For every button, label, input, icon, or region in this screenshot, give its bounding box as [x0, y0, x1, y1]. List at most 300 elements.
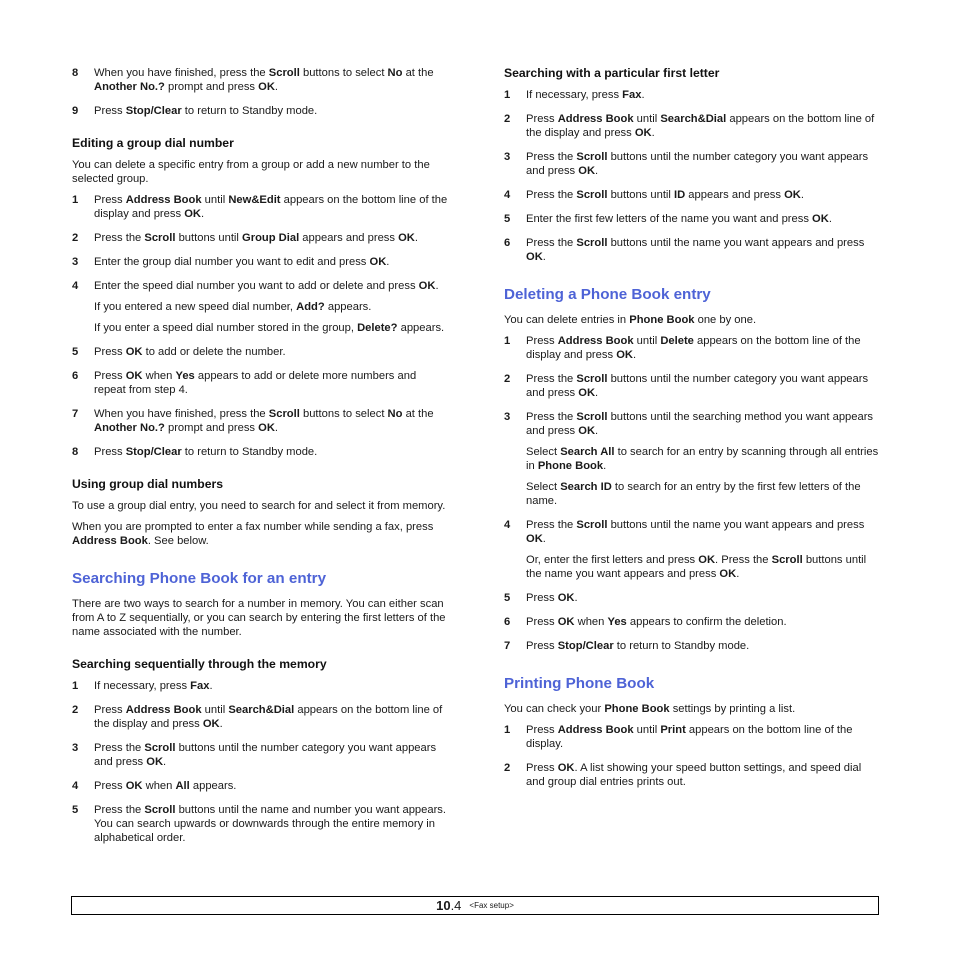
step-number: 4	[72, 780, 79, 792]
bold-term: OK	[146, 756, 164, 768]
page-number-minor: .4	[450, 898, 462, 913]
text-run: appears to add or delete more numbers and repeat from step 4.	[94, 370, 417, 396]
text-run: Select	[526, 481, 561, 493]
bold-term: New&Edit	[228, 194, 281, 206]
step-paragraph	[526, 372, 880, 400]
text-run: When you have finished, press the	[94, 408, 269, 420]
bold-term: Scroll	[576, 189, 608, 201]
bold-term: OK	[634, 127, 652, 139]
bold-term: OK	[812, 213, 829, 225]
text-run: .	[200, 208, 205, 220]
step-number: 3	[504, 151, 511, 163]
text-run: buttons until the name you want appears and press	[607, 237, 865, 249]
bold-term: Address Book	[557, 113, 634, 125]
step-text	[94, 445, 448, 459]
step-paragraph	[94, 255, 448, 269]
bold-term: Address Book	[125, 704, 202, 716]
text-run: .	[632, 349, 637, 361]
text-run: Press the	[526, 237, 577, 249]
step-item	[72, 703, 448, 731]
step-number: 5	[504, 213, 511, 225]
step-item	[72, 231, 448, 245]
step-number: 4	[504, 519, 511, 531]
step-paragraph	[526, 150, 880, 178]
bold-term: No	[387, 67, 403, 79]
step-text	[94, 345, 448, 359]
text-run: buttons until the number category you want appears and press	[526, 373, 869, 399]
step-item	[504, 723, 880, 751]
step-paragraph	[94, 803, 448, 845]
step-text	[94, 703, 448, 731]
text-run: appears on the bottom line of the display.	[526, 724, 853, 750]
text-run: .	[386, 256, 390, 268]
bold-term: OK	[369, 256, 387, 268]
bold-term: OK	[578, 165, 596, 177]
text-run: buttons until the number category you want appears and press	[526, 151, 869, 177]
step-text	[94, 407, 448, 435]
step-paragraph	[526, 236, 880, 264]
bold-term: OK	[125, 780, 143, 792]
text-run: Enter the first few letters of the name you want and press	[526, 213, 813, 225]
step-paragraph	[526, 188, 880, 202]
text-run: .	[435, 280, 439, 292]
step-text	[526, 410, 880, 508]
text-run: Press	[526, 762, 558, 774]
step-paragraph	[94, 779, 448, 793]
text-run: one by one.	[694, 314, 757, 326]
step-text	[526, 236, 880, 264]
bold-term: Address Book	[557, 335, 634, 347]
text-run: .	[595, 165, 599, 177]
step-item	[504, 334, 880, 362]
right-column	[504, 66, 880, 799]
text-run: Press	[94, 446, 126, 458]
text-run: when	[142, 780, 176, 792]
bold-term: OK	[418, 280, 436, 292]
body-paragraph	[72, 499, 448, 513]
bold-term: OK	[578, 425, 596, 437]
step-number: 5	[72, 346, 79, 358]
step-item	[72, 104, 448, 118]
step-text	[94, 679, 448, 693]
step-number: 7	[504, 640, 511, 652]
bold-term: Search All	[560, 446, 615, 458]
step-paragraph	[526, 591, 880, 605]
text-run: buttons until	[175, 232, 243, 244]
step-paragraph	[94, 300, 448, 314]
text-run: at the	[402, 67, 434, 79]
text-run: buttons until the name you want appears and press	[607, 519, 865, 531]
bold-term: Yes	[175, 370, 195, 382]
bold-term: OK	[184, 208, 201, 220]
text-run: .	[574, 592, 578, 604]
text-run: buttons until the searching method you want appears and press	[526, 411, 874, 437]
bold-term: Stop/Clear	[125, 446, 182, 458]
text-run: Press	[526, 724, 558, 736]
text-run: prompt and press	[164, 81, 259, 93]
step-text	[94, 803, 448, 845]
text-run: buttons until the name and number you want appears. You can search upwards or downwards through the entire memory in alphabetical order.	[94, 804, 447, 844]
body-paragraph	[72, 158, 448, 186]
text-run: .	[603, 460, 607, 472]
step-text	[94, 66, 448, 94]
bold-term: Stop/Clear	[557, 640, 614, 652]
text-run: There are two ways to search for a number in memory. You can either scan from A to Z sequentially, or you can search by entering the first letters of the name associated with the number.	[72, 598, 446, 638]
text-run: Press	[94, 780, 126, 792]
text-run: to search for an entry by the first few letters of the name.	[526, 481, 861, 507]
text-run: appears.	[397, 322, 445, 334]
bold-term: OK	[258, 422, 275, 434]
page-footer	[71, 896, 879, 915]
step-item	[72, 803, 448, 845]
text-run: when	[142, 370, 176, 382]
text-run: .	[542, 533, 546, 545]
left-column	[72, 66, 448, 855]
step-item	[504, 410, 880, 508]
bold-term: Scroll	[576, 237, 608, 249]
text-run: Press the	[526, 189, 577, 201]
body-paragraph	[72, 520, 448, 548]
step-number: 1	[504, 335, 511, 347]
text-run: buttons to select	[299, 67, 388, 79]
bold-term: All	[175, 780, 190, 792]
text-run: appears to confirm the deletion.	[626, 616, 787, 628]
bold-term: OK	[557, 592, 575, 604]
step-number: 2	[504, 113, 511, 125]
step-number: 2	[72, 704, 79, 716]
step-paragraph	[94, 66, 448, 94]
bold-term: Scroll	[268, 67, 300, 79]
section-label: <Fax setup>	[469, 901, 514, 910]
bold-term: OK	[784, 189, 801, 201]
step-paragraph	[94, 445, 448, 459]
text-run: If you entered a new speed dial number,	[94, 301, 297, 313]
text-run: If necessary, press	[526, 89, 623, 101]
text-run: You can delete a specific entry from a group or add a new number to the selected group.	[72, 159, 430, 185]
step-item	[72, 407, 448, 435]
step-number: 4	[72, 280, 79, 292]
text-run: Press	[94, 346, 126, 358]
text-run: .	[414, 232, 418, 244]
step-number: 4	[504, 189, 511, 201]
step-paragraph	[526, 445, 880, 473]
text-run: to return to Standby mode.	[613, 640, 750, 652]
step-text	[526, 372, 880, 400]
text-run: to search for an entry by scanning through all entries in	[526, 446, 879, 472]
text-run: Press the	[94, 742, 145, 754]
step-paragraph	[526, 761, 880, 789]
section-heading: Deleting a Phone Book entry	[504, 286, 711, 303]
bold-term: Phone Book	[537, 460, 604, 472]
bold-term: Delete	[660, 335, 694, 347]
step-item	[72, 779, 448, 793]
text-run: Press	[526, 335, 558, 347]
text-run: buttons until the name you want appears and press	[526, 554, 867, 580]
text-run: appears and press	[685, 189, 785, 201]
text-run: Press the	[526, 373, 577, 385]
bold-term: Address Book	[557, 724, 634, 736]
bold-term: Fax	[622, 89, 642, 101]
bold-term: OK	[557, 616, 575, 628]
text-run: Press	[526, 113, 558, 125]
step-number: 3	[504, 411, 511, 423]
bold-term: Group Dial	[242, 232, 300, 244]
bold-term: Scroll	[576, 519, 608, 531]
step-number: 2	[504, 762, 511, 774]
text-run: when	[574, 616, 608, 628]
text-run: If necessary, press	[94, 680, 191, 692]
step-number: 5	[72, 804, 79, 816]
text-run: until	[633, 113, 661, 125]
step-text	[526, 615, 880, 629]
step-number: 6	[72, 370, 79, 382]
bold-term: Address Book	[125, 194, 202, 206]
step-number: 8	[72, 67, 79, 79]
step-item	[72, 741, 448, 769]
step-paragraph	[526, 639, 880, 653]
section-heading: Searching Phone Book for an entry	[72, 570, 327, 587]
text-run: .	[209, 680, 213, 692]
step-number: 8	[72, 446, 79, 458]
page-number-major: 10	[436, 898, 451, 913]
step-item	[504, 212, 880, 226]
text-run: .	[274, 81, 279, 93]
text-run: Press	[526, 592, 558, 604]
step-item	[504, 150, 880, 178]
bold-term: OK	[557, 762, 575, 774]
text-run: appears on the bottom line of the display and press	[526, 113, 875, 139]
text-run: appears.	[324, 301, 372, 313]
step-paragraph	[94, 703, 448, 731]
step-text	[526, 761, 880, 789]
text-run: at the	[402, 408, 434, 420]
body-paragraph	[72, 597, 448, 639]
bold-term: OK	[526, 533, 543, 545]
text-run: To use a group dial entry, you need to search for and select it from memory.	[72, 500, 446, 512]
step-paragraph	[94, 231, 448, 245]
text-run: buttons to select	[299, 408, 388, 420]
text-run: Enter the group dial number you want to edit and press	[94, 256, 370, 268]
text-run: .	[828, 213, 832, 225]
text-run: Press	[526, 640, 558, 652]
text-run: .	[274, 422, 279, 434]
text-run: to add or delete the number.	[142, 346, 286, 358]
step-item	[504, 591, 880, 605]
text-run: .	[595, 387, 599, 399]
text-run: settings by printing a list.	[669, 703, 796, 715]
bold-term: Scroll	[576, 151, 608, 163]
step-item	[504, 615, 880, 629]
bold-term: Delete?	[357, 322, 398, 334]
text-run: appears.	[189, 780, 237, 792]
step-number: 9	[72, 105, 79, 117]
text-run: to return to Standby mode.	[181, 105, 318, 117]
step-item	[72, 369, 448, 397]
text-run: Press the	[526, 519, 577, 531]
step-text	[526, 518, 880, 581]
step-item	[72, 445, 448, 459]
subsection-heading: Editing a group dial number	[72, 136, 234, 150]
bold-term: Fax	[190, 680, 210, 692]
text-run: .	[800, 189, 804, 201]
step-paragraph	[526, 112, 880, 140]
step-number: 2	[72, 232, 79, 244]
step-text	[526, 112, 880, 140]
text-run: buttons until	[607, 189, 675, 201]
text-run: Press	[94, 370, 126, 382]
bold-term: OK	[526, 251, 543, 263]
bold-term: Phone Book	[629, 314, 695, 326]
body-paragraph	[504, 702, 880, 716]
text-run: . A list showing your speed button settings, and speed dial and group dial entries prints out.	[526, 762, 862, 788]
bold-term: OK	[258, 81, 275, 93]
step-number: 5	[504, 592, 511, 604]
step-number: 3	[72, 256, 79, 268]
step-text	[526, 188, 880, 202]
step-text	[94, 104, 448, 118]
text-run: . Press the	[715, 554, 772, 566]
step-text	[94, 193, 448, 221]
step-number: 2	[504, 373, 511, 385]
bold-term: Print	[660, 724, 686, 736]
step-paragraph	[526, 212, 880, 226]
step-number: 6	[504, 616, 511, 628]
step-number: 1	[72, 680, 79, 692]
text-run: to return to Standby mode.	[181, 446, 318, 458]
bold-term: OK	[398, 232, 415, 244]
subsection-heading: Searching sequentially through the memory	[72, 657, 327, 671]
bold-term: Another No.?	[94, 81, 165, 93]
step-item	[504, 639, 880, 653]
step-number: 6	[504, 237, 511, 249]
bold-term: Scroll	[771, 554, 803, 566]
bold-term: Yes	[607, 616, 627, 628]
text-run: When you have finished, press the	[94, 67, 269, 79]
step-item	[504, 372, 880, 400]
step-number: 3	[72, 742, 79, 754]
text-run: appears and press	[299, 232, 399, 244]
subsection-heading: Searching with a particular first letter	[504, 66, 720, 80]
bold-term: Stop/Clear	[125, 105, 182, 117]
bold-term: Search&Dial	[228, 704, 295, 716]
step-text	[94, 255, 448, 269]
bold-term: Scroll	[268, 408, 300, 420]
step-paragraph	[526, 88, 880, 102]
step-paragraph	[526, 410, 880, 438]
text-run: Press the	[94, 232, 145, 244]
bold-term: Scroll	[144, 804, 176, 816]
step-number: 1	[504, 724, 511, 736]
text-run: prompt and press	[164, 422, 259, 434]
text-run: appears on the bottom line of the display and press	[94, 704, 443, 730]
text-run: You can check your	[504, 703, 605, 715]
text-run: Press	[94, 704, 126, 716]
step-text	[526, 88, 880, 102]
step-item	[504, 112, 880, 140]
bold-term: OK	[616, 349, 633, 361]
step-paragraph	[526, 615, 880, 629]
step-item	[72, 279, 448, 335]
step-item	[504, 88, 880, 102]
section-heading: Printing Phone Book	[504, 675, 655, 692]
text-run: .	[163, 756, 167, 768]
step-item	[72, 193, 448, 221]
text-run: .	[641, 89, 645, 101]
step-text	[526, 723, 880, 751]
step-paragraph	[526, 480, 880, 508]
text-run: If you enter a speed dial number stored in the group,	[94, 322, 358, 334]
step-item	[72, 66, 448, 94]
step-paragraph	[94, 369, 448, 397]
text-run: appears on the bottom line of the display and press	[94, 194, 448, 220]
step-text	[94, 369, 448, 397]
step-text	[526, 334, 880, 362]
step-item	[72, 255, 448, 269]
bold-term: OK	[125, 370, 143, 382]
bold-term: Phone Book	[604, 703, 670, 715]
text-run: .	[219, 718, 223, 730]
bold-term: OK	[202, 718, 220, 730]
bold-term: OK	[719, 568, 737, 580]
step-paragraph	[526, 518, 880, 546]
step-paragraph	[94, 193, 448, 221]
step-item	[504, 518, 880, 581]
step-text	[94, 231, 448, 245]
bold-term: No	[387, 408, 403, 420]
bold-term: Scroll	[144, 742, 176, 754]
text-run: .	[651, 127, 655, 139]
step-paragraph	[94, 104, 448, 118]
text-run: Press the	[526, 411, 577, 423]
text-run: Press	[94, 194, 126, 206]
step-paragraph	[94, 407, 448, 435]
bold-term: OK	[125, 346, 143, 358]
text-run: .	[542, 251, 546, 263]
bold-term: Scroll	[576, 411, 608, 423]
step-paragraph	[94, 321, 448, 335]
bold-term: OK	[698, 554, 716, 566]
step-text	[94, 779, 448, 793]
text-run: When you are prompted to enter a fax number while sending a fax, press	[72, 521, 434, 533]
text-run: Enter the speed dial number you want to add or delete and press	[94, 280, 419, 292]
step-paragraph	[526, 723, 880, 751]
text-run: buttons until the number category you want appears and press	[94, 742, 437, 768]
bold-term: ID	[674, 189, 686, 201]
text-run: .	[736, 568, 740, 580]
bold-term: Search&Dial	[660, 113, 727, 125]
bold-term: Scroll	[144, 232, 176, 244]
step-text	[94, 741, 448, 769]
text-run: Press	[94, 105, 126, 117]
step-paragraph	[526, 553, 880, 581]
text-run: You can delete entries in	[504, 314, 630, 326]
step-text	[526, 150, 880, 178]
text-run: Press	[526, 616, 558, 628]
step-item	[504, 236, 880, 264]
step-paragraph	[94, 679, 448, 693]
bold-term: OK	[578, 387, 596, 399]
text-run: until	[201, 194, 229, 206]
step-item	[72, 345, 448, 359]
step-paragraph	[94, 741, 448, 769]
text-run: .	[595, 425, 599, 437]
step-item	[72, 679, 448, 693]
step-paragraph	[94, 345, 448, 359]
step-text	[526, 639, 880, 653]
text-run: . See below.	[147, 535, 209, 547]
bold-term: Address Book	[72, 535, 148, 547]
step-text	[526, 591, 880, 605]
